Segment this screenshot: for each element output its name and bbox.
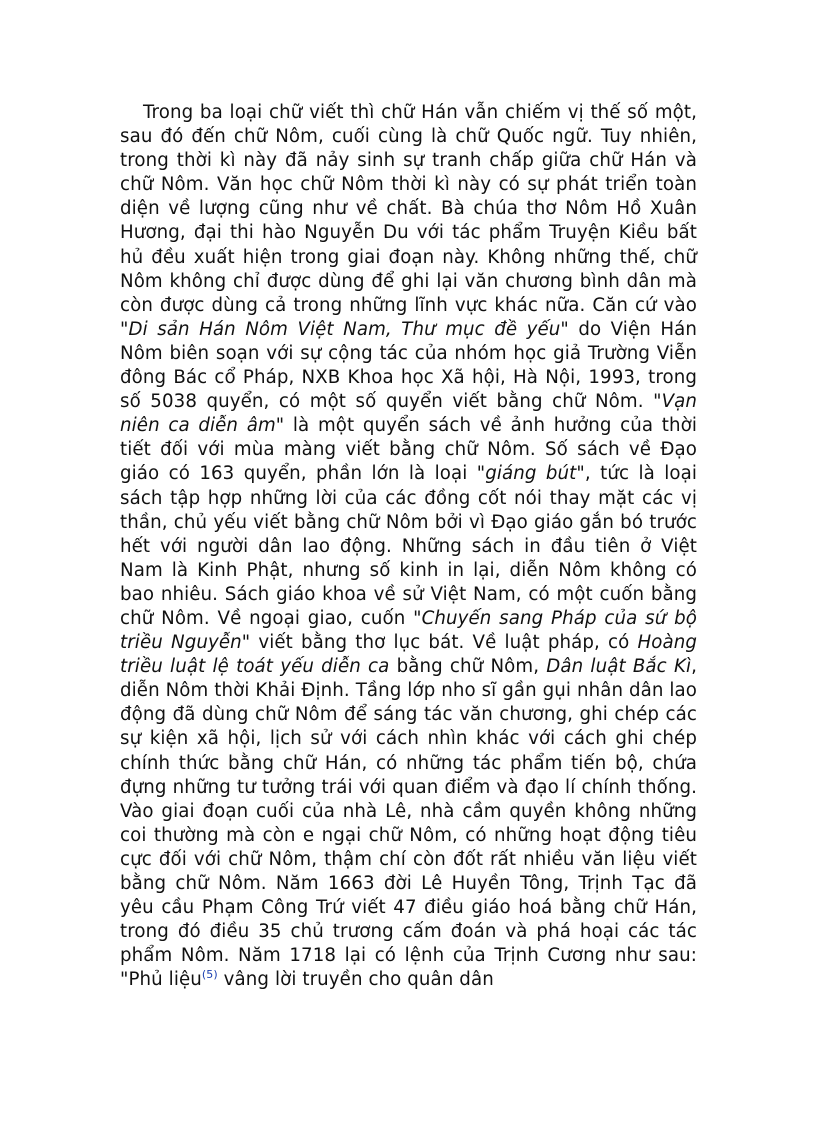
italic-title: Vạn niên ca diễn âm xyxy=(120,391,697,437)
italic-title: Hoàng triều luật lệ toát yếu diễn ca xyxy=(120,632,697,678)
italic-title: Dân luật Bắc Kì xyxy=(546,656,692,678)
text-run: vâng lời truyền cho quân dân xyxy=(217,969,494,991)
italic-term: giáng bút xyxy=(485,463,577,485)
italic-title: Chuyến sang Pháp của sứ bộ triều Nguyễn xyxy=(120,607,697,654)
text-run: bằng chữ Nôm, xyxy=(389,656,547,678)
body-paragraph xyxy=(120,101,697,992)
text-run: " viết bằng thơ lục bát. Về luật pháp, có xyxy=(241,632,638,654)
text-run: Trong ba loại chữ viết thì chữ Hán vẫn chiếm vị thế số một, sau đó đến chữ Nôm, cuối cùng là chữ Quốc ngữ. Tuy nhiên, trong thời kì này đã nảy sinh sự tranh chấp giữa chữ Hán và chữ Nôm. Văn học chữ Nôm thời kì này có sự phát triển toàn diện về lượng cũng như về chất. Bà chúa thơ Nôm Hồ Xuân Hương, đại thi hào Nguyễn Du với tác phẩm Truyện Kiều bất hủ đều xuất hiện trong giai đoạn này. Không những thế, chữ Nôm không chỉ được dùng để ghi lại văn chương bình dân mà còn được dùng cả trong những lĩnh vực khác nữa. Căn cứ vào " xyxy=(120,102,697,340)
italic-title: Di sản Hán Nôm Việt Nam, Thư mục đề yếu xyxy=(128,318,561,340)
document-page xyxy=(120,101,697,992)
text-run: " do Viện Hán Nôm biên soạn với sự cộng tác của nhóm học giả Trường Viễn đông Bác cổ Pháp, NXB Khoa học Xã hội, Hà Nội, 1993, trong số 5038 quyển, có một số quyển viết bằng chữ Nôm. " xyxy=(120,318,697,413)
text-run: , diễn Nôm thời Khải Định. Tầng lớp nho sĩ gần gụi nhân dân lao động đã dùng chữ Nôm để sáng tác văn chương, ghi chép các sự kiện xã hội, lịch sử với cách nhìn khác với cách ghi chép chính thức bằng chữ Hán, có những tác phẩm tiến bộ, chứa đựng những tư tưởng trái với quan điểm và đạo lí chính thống. Vào giai đoạn cuối của nhà Lê, nhà cầm quyền không những coi thường mà còn e ngại chữ Nôm, có những hoạt động tiêu cực đối với chữ Nôm, thậm chí còn đốt rất nhiều văn liệu viết bằng chữ Nôm. Năm 1663 đời Lê Huyền Tông, Trịnh Tạc đã yêu cầu Phạm Công Trứ viết 47 điều giáo hoá bằng chữ Hán, trong đó điều 35 chủ trương cấm đoán và phá hoại các tác phẩm Nôm. Năm 1718 lại có lệnh của Trịnh Cương như sau: "Phủ liệu xyxy=(120,656,698,991)
text-run: ", tức là loại sách tập hợp những lời của các đồng cốt nói thay mặt các vị thần, chủ yếu viết bằng chữ Nôm bởi vì Đạo giáo gắn bó trước hết với người dân lao động. Những sách in đầu tiên ở Việt Nam là Kinh Phật, nhưng số kinh in lại, diễn Nôm không có bao nhiêu. Sách giáo khoa về sử Việt Nam, có một cuốn bằng chữ Nôm. Về ngoại giao, cuốn " xyxy=(120,463,697,629)
footnote-reference[interactable]: (5) xyxy=(201,968,218,982)
text-run: " là một quyển sách về ảnh hưởng của thời tiết đối với mùa màng viết bằng chữ Nôm. Số sách về Đạo giáo có 163 quyển, phần lớn là loại " xyxy=(120,415,697,485)
